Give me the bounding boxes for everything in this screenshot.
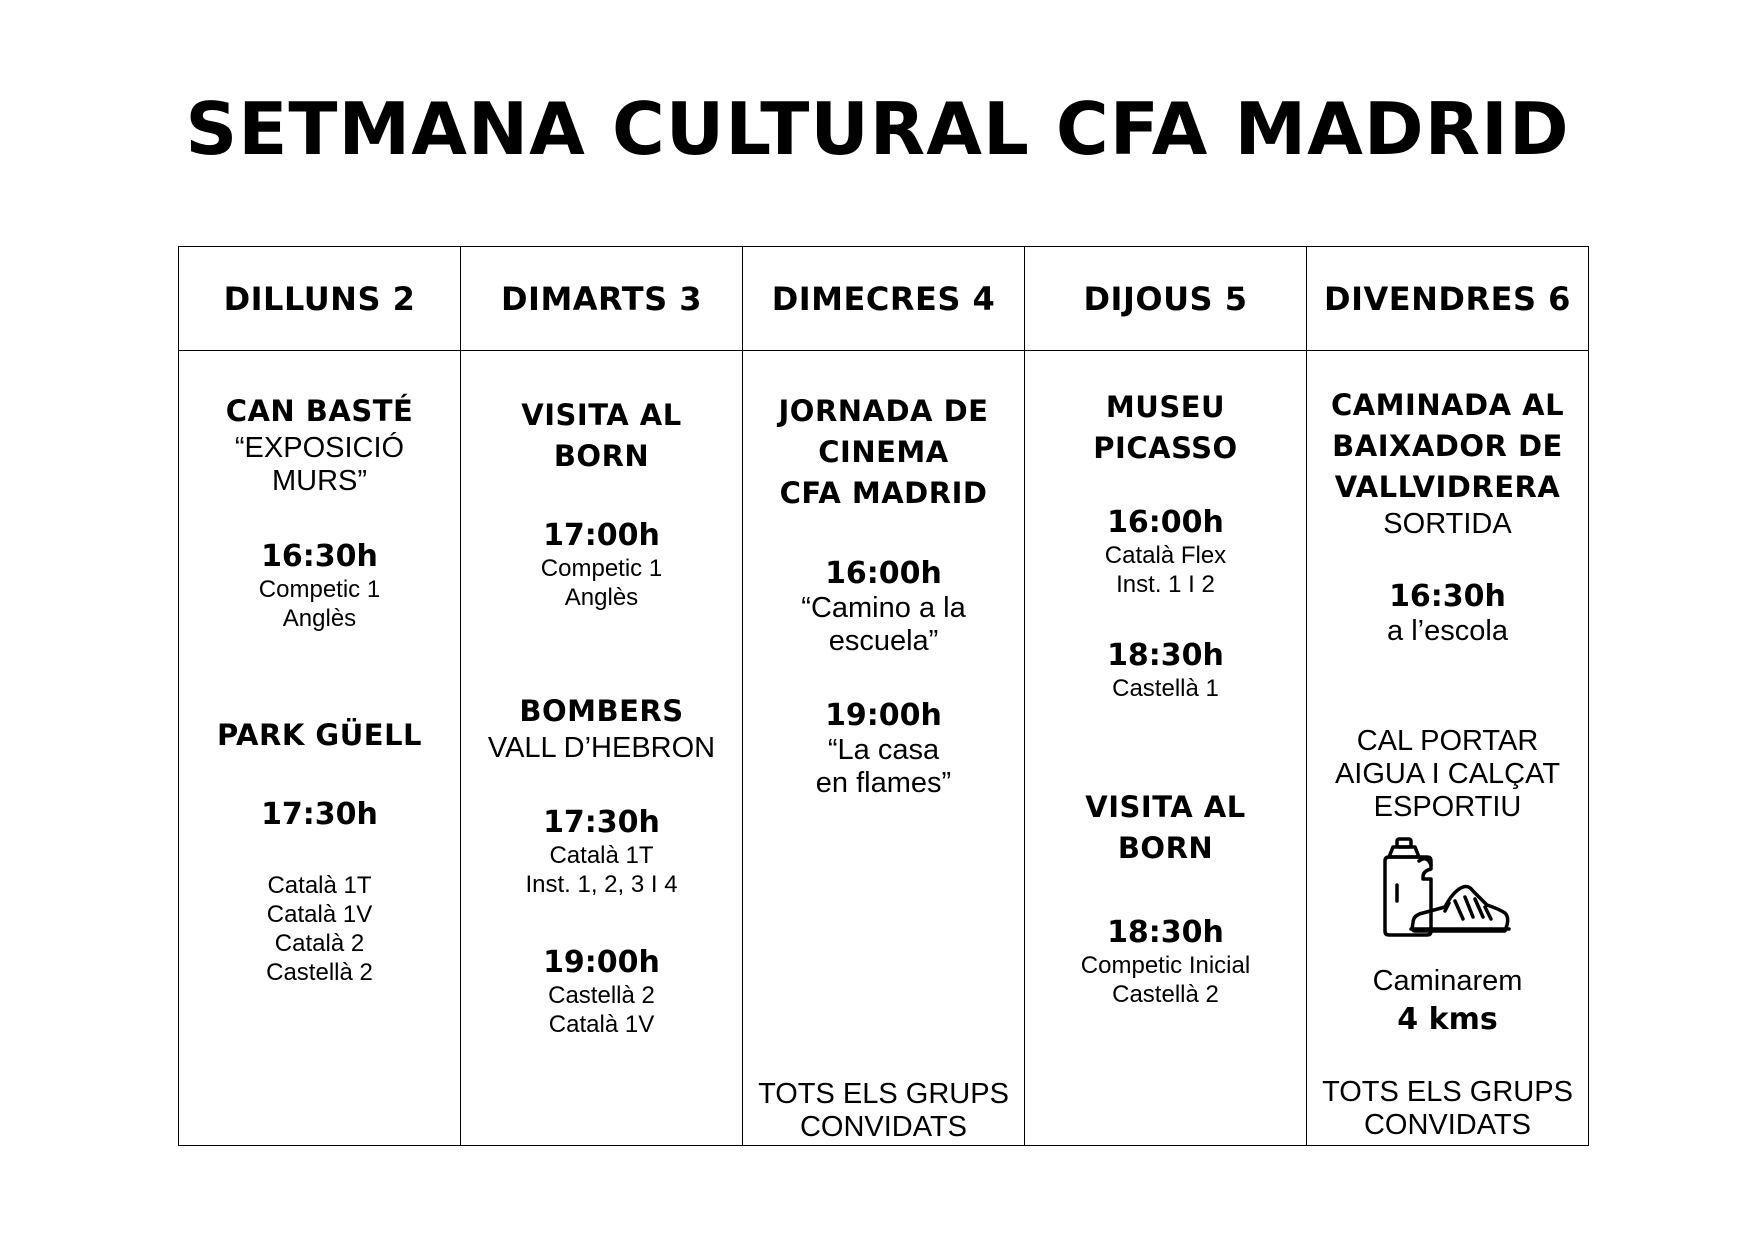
event-time-block	[1025, 638, 1306, 703]
day-cell-thursday	[1025, 351, 1307, 1146]
group-label: Competic 1	[258, 576, 381, 603]
water-bottle-and-sneaker-icon	[1307, 837, 1588, 942]
event-visita-born	[1025, 787, 1306, 869]
event-park-guell	[179, 715, 460, 756]
event-bombers	[461, 691, 742, 765]
event-museu-picasso	[1025, 387, 1306, 469]
group-label: Català Flex	[1104, 542, 1227, 569]
event-time: 17:30h	[543, 805, 660, 840]
event-name: VISITA AL	[521, 398, 682, 432]
day-header-wednesday: DIMECRES 4	[743, 247, 1025, 351]
day-cell-friday	[1307, 351, 1589, 1146]
meeting-place: a l’escola	[1387, 615, 1508, 647]
group-label: Català 1T	[549, 842, 654, 869]
day-cell-tuesday	[461, 351, 743, 1146]
film-title: “Camino a la	[801, 592, 966, 624]
all-groups-note	[1307, 1076, 1588, 1142]
group-label: Inst. 1 I 2	[1116, 571, 1215, 598]
day-header-monday: DILLUNS 2	[179, 247, 461, 351]
event-name: MUSEU	[1105, 390, 1226, 424]
note-line: TOTS ELS GRUPS	[1322, 1076, 1573, 1108]
group-label: Català 1T	[267, 872, 372, 899]
walk-label: Caminarem	[1372, 965, 1523, 997]
group-label: Castellà 1	[1112, 675, 1219, 702]
event-name: PARK GÜELL	[216, 718, 423, 752]
day-header-friday: DIVENDRES 6	[1307, 247, 1589, 351]
event-time-block	[1025, 915, 1306, 1009]
event-time: 16:30h	[261, 539, 378, 574]
event-name: VISITA AL	[1085, 790, 1246, 824]
event-time-block	[461, 945, 742, 1039]
group-label: Competic 1	[540, 555, 663, 582]
group-label: Castellà 2	[1112, 981, 1219, 1008]
event-name: PICASSO	[1093, 431, 1238, 465]
event-can-baste	[179, 391, 460, 498]
note-line: CAL PORTAR	[1356, 725, 1539, 757]
event-caminada	[1307, 385, 1588, 541]
event-time-block	[179, 797, 460, 833]
film-title: en flames”	[815, 767, 952, 799]
group-label: Competic Inicial	[1080, 952, 1251, 979]
event-time: 19:00h	[543, 945, 660, 980]
note-line: CONVIDATS	[799, 1111, 968, 1143]
group-list	[179, 871, 460, 987]
note-line: ESPORTIU	[1373, 791, 1522, 823]
day-header-tuesday: DIMARTS 3	[461, 247, 743, 351]
group-label: Inst. 1, 2, 3 I 4	[525, 871, 678, 898]
event-time-block	[461, 805, 742, 899]
event-time-block	[1307, 579, 1588, 648]
event-name: BAIXADOR DE	[1332, 429, 1563, 463]
all-groups-note	[743, 1078, 1024, 1144]
day-header-thursday: DIJOUS 5	[1025, 247, 1307, 351]
group-label: Anglès	[282, 605, 357, 632]
day-cell-wednesday	[743, 351, 1025, 1146]
event-name: BOMBERS	[519, 694, 684, 728]
event-time-block	[461, 518, 742, 612]
event-time-block	[1025, 505, 1306, 599]
event-time: 17:30h	[261, 797, 378, 832]
events-row	[179, 351, 1589, 1146]
group-label: Català 1V	[266, 901, 373, 928]
group-label: Castellà 2	[548, 982, 655, 1009]
page-title: SETMANA CULTURAL CFA MADRID	[185, 87, 1570, 171]
walk-distance-block	[1307, 965, 1588, 1038]
event-time: 17:00h	[543, 518, 660, 553]
header-row	[179, 247, 1589, 351]
event-name: JORNADA DE	[778, 394, 989, 428]
event-time: 16:00h	[825, 556, 942, 591]
event-time: 18:30h	[1107, 915, 1224, 950]
equipment-note	[1307, 725, 1588, 824]
event-subtitle: “EXPOSICIÓ	[234, 432, 405, 464]
event-name: CAN BASTÉ	[225, 394, 414, 428]
event-subtitle: SORTIDA	[1383, 508, 1512, 540]
event-time: 19:00h	[825, 698, 942, 733]
screening-block	[743, 556, 1024, 658]
event-time: 18:30h	[1107, 638, 1224, 673]
film-title: “La casa	[827, 734, 940, 766]
event-visita-born	[461, 395, 742, 477]
group-label: Català 1V	[548, 1011, 655, 1038]
walk-distance: 4 kms	[1397, 1002, 1498, 1037]
day-cell-monday	[179, 351, 461, 1146]
event-time: 16:30h	[1389, 579, 1506, 614]
event-time: 16:00h	[1107, 505, 1224, 540]
group-label: Castellà 2	[266, 959, 373, 986]
event-jornada-cinema	[743, 391, 1024, 514]
group-label: Anglès	[564, 584, 639, 611]
event-name: VALLVIDRERA	[1334, 470, 1561, 504]
film-title: escuela”	[828, 625, 939, 657]
event-name: CFA MADRID	[779, 476, 988, 510]
schedule-table	[178, 246, 1589, 1146]
group-label: Català 2	[274, 930, 365, 957]
event-time-block	[179, 539, 460, 633]
note-line: CONVIDATS	[1363, 1109, 1532, 1141]
event-subtitle: VALL D’HEBRON	[487, 732, 716, 764]
event-name: CINEMA	[818, 435, 949, 469]
event-name: CAMINADA AL	[1330, 388, 1565, 422]
event-name: BORN	[1117, 831, 1214, 865]
event-subtitle: MURS”	[271, 465, 368, 497]
note-line: TOTS ELS GRUPS	[758, 1078, 1009, 1110]
screening-block	[743, 698, 1024, 800]
note-line: AIGUA I CALÇAT	[1334, 758, 1561, 790]
event-name: BORN	[553, 439, 650, 473]
